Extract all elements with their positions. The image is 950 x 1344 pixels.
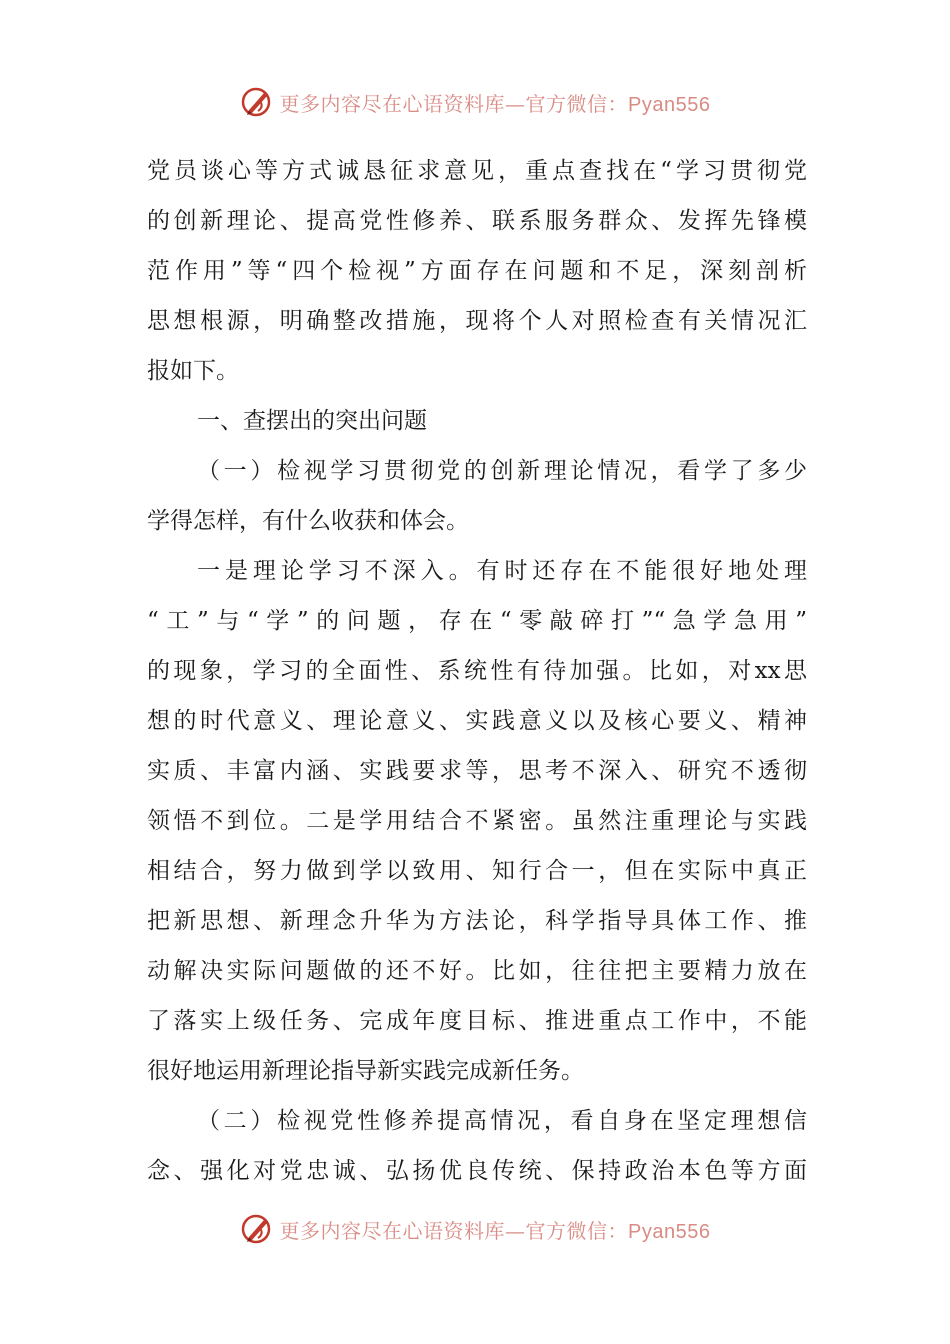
body-line: 把新思想、新理念升华为方法论，科学指导具体工作、推 xyxy=(147,908,807,934)
section-heading: 一、查摆出的突出问题 xyxy=(197,408,427,434)
header-banner-text: 更多内容尽在心语资料库—官方微信：Pyan556 xyxy=(279,91,711,116)
footer-wechat-id: Pyan556 xyxy=(628,1220,711,1243)
body-line: 相结合，努力做到学以致用、知行合一，但在实际中真正 xyxy=(147,858,807,884)
subsection-heading: （一）检视学习贯彻党的创新理论情况，看学了多少 xyxy=(197,458,807,484)
body-line: 实质、丰富内涵、实践要求等，思考不深入、研究不透彻 xyxy=(147,758,807,784)
body-line: 想的时代意义、理论意义、实践意义以及核心要义、精神 xyxy=(147,708,807,734)
body-line: 范作用”等“四个检视”方面存在问题和不足，深刻剖析 xyxy=(147,258,807,284)
body-line: “工”与“学”的问题，存在“零敲碎打”“急学急用” xyxy=(147,608,807,634)
body-line: 的创新理论、提高党性修养、联系服务群众、发挥先锋模 xyxy=(147,208,807,234)
body-line: 思想根源，明确整改措施，现将个人对照检查有关情况汇 xyxy=(147,308,807,334)
header-banner xyxy=(0,82,950,122)
body-line: 了落实上级任务、完成年度目标、推进重点工作中，不能 xyxy=(147,1008,807,1034)
pen-logo-icon xyxy=(240,1212,274,1246)
body-line: 学得怎样，有什么收获和体会。 xyxy=(147,508,469,534)
footer-banner xyxy=(0,1209,950,1249)
footer-banner-text: 更多内容尽在心语资料库—官方微信：Pyan556 xyxy=(279,1218,711,1243)
body-line: 很好地运用新理论指导新实践完成新任务。 xyxy=(147,1058,584,1084)
body-line: 党员谈心等方式诚恳征求意见，重点查找在“学习贯彻党 xyxy=(147,158,807,184)
body-line: 的现象，学习的全面性、系统性有待加强。比如，对xx思 xyxy=(147,658,807,684)
document-body xyxy=(147,146,807,1196)
header-wechat-id: Pyan556 xyxy=(628,93,711,116)
body-line: 动解决实际问题做的还不好。比如，往往把主要精力放在 xyxy=(147,958,807,984)
body-line: 报如下。 xyxy=(147,358,239,384)
body-line: 一是理论学习不深入。有时还存在不能很好地处理 xyxy=(197,558,807,584)
pen-logo-icon xyxy=(240,85,274,119)
body-line: 领悟不到位。二是学用结合不紧密。虽然注重理论与实践 xyxy=(147,808,807,834)
body-line: 念、强化对党忠诚、弘扬优良传统、保持政治本色等方面 xyxy=(147,1158,807,1184)
subsection-heading: （二）检视党性修养提高情况，看自身在坚定理想信 xyxy=(197,1108,807,1134)
